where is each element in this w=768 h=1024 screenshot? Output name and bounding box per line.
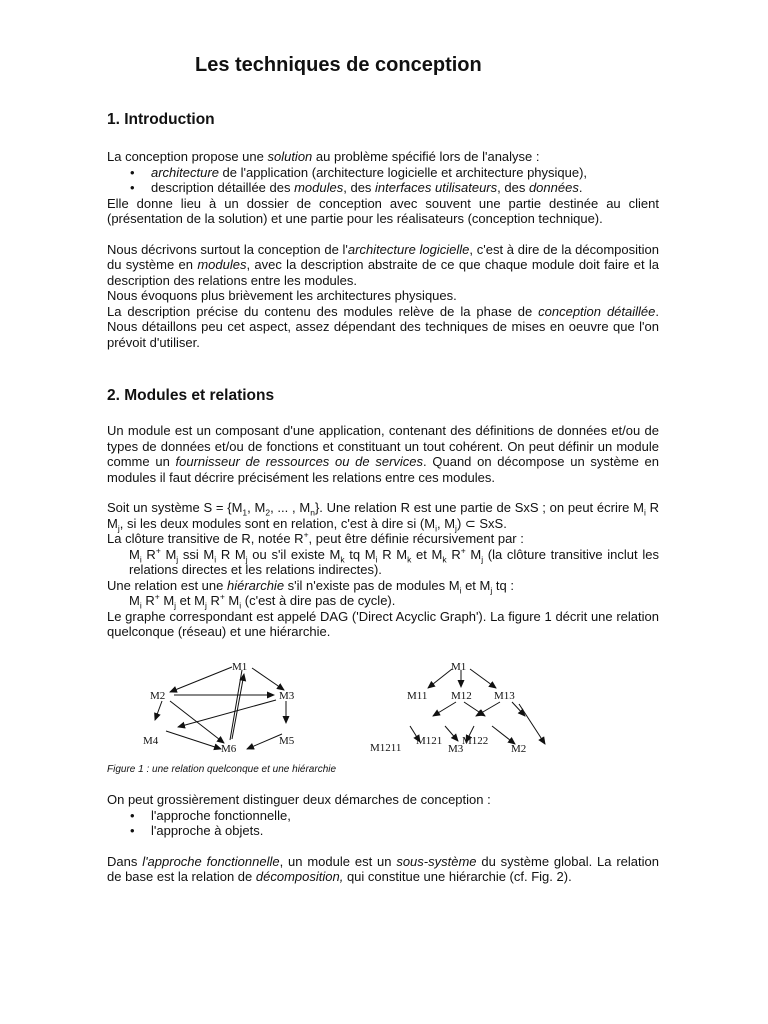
modules-body bbox=[107, 423, 659, 640]
node-label-h-m2: M2 bbox=[511, 743, 527, 755]
list-item: • architecture de l'application (architecture logicielle et architecture physique), bbox=[107, 165, 659, 181]
closure-formula: $M_i$ R+ $M_j$ ssi $M_i$ R $M_j$ ou s'il existe $M_k$ tq $M_i$ R $M_k$ et $M_k$ R+ $M_j$ (la clôture transitive inclut les relations directes et les relations indirectes). bbox=[129, 545, 659, 577]
hierarchy-definition: Une relation est une hiérarchie s'il n'existe pas de modules $M_i$ et $M_j$ tq : bbox=[107, 577, 514, 596]
edge-to-m2-a bbox=[492, 726, 515, 744]
edge-m13-right bbox=[512, 702, 525, 716]
list-item: • description détaillée des modules, des interfaces utilisateurs, des données. bbox=[107, 180, 659, 196]
section-heading-introduction: 1. Introduction bbox=[107, 111, 215, 128]
edge-m3-m2 bbox=[178, 700, 276, 727]
paragraph: Nous évoquons plus brièvement les architectures physiques. bbox=[107, 288, 457, 303]
introduction-body bbox=[107, 149, 659, 350]
approaches-body bbox=[107, 792, 659, 885]
approach-bullet-list bbox=[107, 808, 659, 839]
node-label-m12: M12 bbox=[451, 690, 472, 702]
edge-m2-m6 bbox=[170, 701, 224, 743]
node-label-h-m1: M1 bbox=[451, 661, 467, 673]
edge-m6-m1 bbox=[232, 674, 244, 739]
edge-m12-right bbox=[464, 702, 485, 716]
hierarchy-formula: $M_i$ R+ $M_j$ et $M_j$ R+ $M_i$ (c'est à dire pas de cycle). bbox=[129, 591, 396, 611]
paragraph: Le graphe correspondant est appelé DAG ('Direct Acyclic Graph'). La figure 1 décrit une relation quelconque (réseau) et une hiérarchie. bbox=[107, 608, 659, 639]
node-label-m1211: M1211 bbox=[370, 742, 402, 754]
closure-definition: La clôture transitive de R, notée R+, peut être définie récursivement par : bbox=[107, 529, 524, 546]
network-graph bbox=[155, 667, 286, 749]
page-title: Les techniques de conception bbox=[195, 54, 482, 76]
node-label-m13: M13 bbox=[494, 690, 515, 702]
system-definition: Soit un système $S = \{M_1$, $M_2$, ... , $M_n$}. Une relation R est une partie de SxS ; on peut écrire $M_i$ R $M_j$, si les deux modules sont en relation, c'est à dire si ($M_i$, $M_j$) ⊂ SxS. bbox=[107, 500, 660, 534]
edge-m1-m13 bbox=[470, 669, 496, 688]
node-label-m4: M4 bbox=[143, 735, 159, 747]
paragraph: Nous décrivons surtout la conception de l'architecture logicielle, c'est à dire de la décomposition du système en modules, avec la description abstraite de ce que chaque module doit faire et la description des relations entre les modules. bbox=[107, 241, 660, 288]
node-label-m1: M1 bbox=[232, 661, 248, 673]
node-label-m11: M11 bbox=[407, 690, 428, 702]
edge-m5-m6 bbox=[247, 734, 282, 749]
list-item: • l'approche fonctionnelle, bbox=[107, 808, 659, 824]
edge-m2-m4 bbox=[155, 701, 162, 720]
node-label-m2: M2 bbox=[150, 690, 166, 702]
list-item: • l'approche à objets. bbox=[107, 823, 659, 839]
hierarchy-graph bbox=[410, 669, 545, 744]
edge-m1-m3 bbox=[252, 668, 284, 690]
edge-to-m3 bbox=[445, 726, 458, 741]
intro-paragraph: La conception propose une solution au problème spécifié lors de l'analyse : bbox=[107, 149, 540, 164]
paragraph: La description précise du contenu des modules relève de la phase de conception détaillée. Nous détaillons peu cet aspect, assez dépendant des techniques de mises en oeuvre que l'on prévoit d'utiliser. bbox=[107, 303, 660, 350]
node-label-m122: M122 bbox=[462, 735, 489, 747]
node-label-m5: M5 bbox=[279, 735, 295, 747]
node-label-m6: M6 bbox=[221, 743, 237, 755]
paragraph: Elle donne lieu à un dossier de conception avec souvent une partie destinée au client (présentation de la solution) et une partie pour les réalisateurs (conception technique). bbox=[107, 195, 659, 226]
node-label-m121: M121 bbox=[416, 735, 443, 747]
figure-1-diagram bbox=[0, 654, 768, 762]
edge-m1-m2 bbox=[170, 667, 232, 692]
paragraph: Dans l'approche fonctionnelle, un module est un sous-système du système global. La relation de base est la relation de décomposition, qui constitue une hiérarchie (cf. Fig. 2). bbox=[107, 853, 659, 884]
edge-m1-m11 bbox=[428, 669, 452, 688]
figure-caption: Figure 1 : une relation quelconque et une hiérarchie bbox=[107, 764, 337, 775]
edge-m13-left bbox=[476, 702, 500, 716]
intro-bullet-list bbox=[107, 165, 659, 196]
edge-m1-m6 bbox=[230, 670, 242, 740]
edge-m13-m2 bbox=[519, 704, 545, 744]
node-label-m3: M3 bbox=[279, 690, 295, 702]
section-heading-modules: 2. Modules et relations bbox=[107, 387, 275, 404]
edge-m12-left bbox=[433, 702, 456, 716]
node-label-h-m3: M3 bbox=[448, 743, 464, 755]
paragraph: Un module est un composant d'une application, contenant des définitions de données et/ou de types de données et/ou de fonctions et constituant un tout cohérent. On peut définir un module comme un fournisseur de ressources ou de services. Quand on décompose un système en modules il faut décrire précisément les relations entre ces modules. bbox=[107, 423, 659, 485]
paragraph: On peut grossièrement distinguer deux démarches de conception : bbox=[107, 792, 491, 807]
